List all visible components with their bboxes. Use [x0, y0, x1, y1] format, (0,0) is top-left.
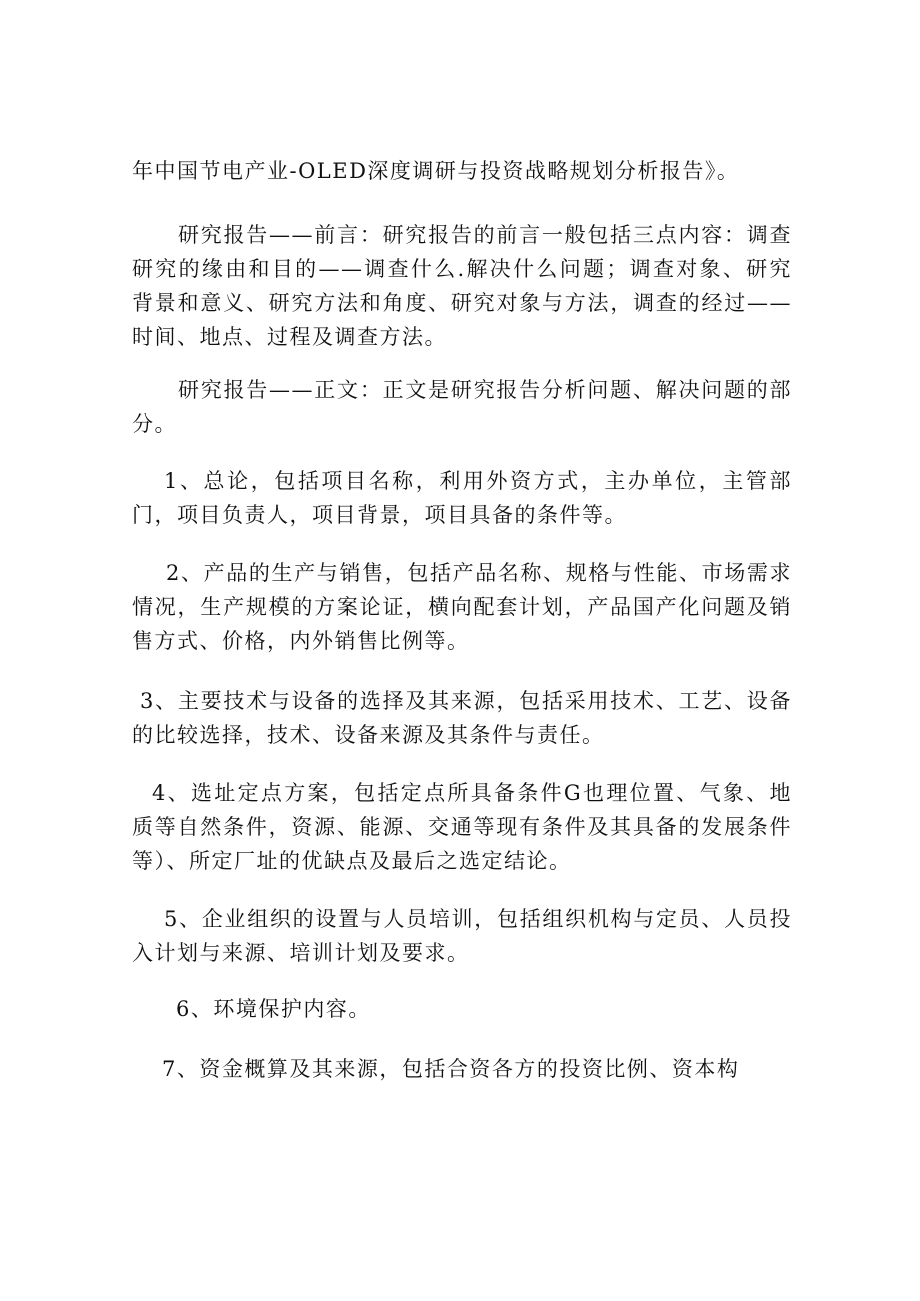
- paragraph-body-intro: 研究报告——正文：正文是研究报告分析问题、解决问题的部分。: [132, 378, 792, 436]
- paragraph-preface: 研究报告——前言：研究报告的前言一般包括三点内容：调查研究的缘由和目的——调查什么.解决什么问题；调查对象、研究背景和意义、研究方法和角度、研究对象与方法，调查的经过——时间、地点、过程及调查方法。: [132, 223, 792, 349]
- list-item-technology-equipment: 3、主要技术与设备的选择及其来源，包括采用技术、工艺、设备的比较选择，技术、设备来源及其条件与责任。: [132, 689, 792, 747]
- list-item-site-selection: 4、选址定点方案，包括定点所具备条件G也理位置、气象、地质等自然条件，资源、能源、交通等现有条件及其具备的发展条件等）、所定厂址的优缺点及最后之选定结论。: [132, 781, 792, 873]
- list-item-general: 1、总论，包括项目名称，利用外资方式，主办单位，主管部门，项目负责人，项目背景，项目具备的条件等。: [132, 469, 792, 527]
- paragraph-report-title-tail: 年中国节电产业-OLED深度调研与投资战略规划分析报告》。: [132, 159, 740, 183]
- list-item-capital-estimate: 7、资金概算及其来源，包括合资各方的投资比例、资本构: [162, 1057, 740, 1081]
- list-item-organization-training: 5、企业组织的设置与人员培训，包括组织机构与定员、人员投入计划与来源、培训计划及要求。: [132, 907, 792, 965]
- list-item-production-sales: 2、产品的生产与销售，包括产品名称、规格与性能、市场需求情况，生产规模的方案论证，横向配套计划，产品国产化问题及销售方式、价格，内外销售比例等。: [132, 561, 792, 653]
- list-item-environmental-protection: 6、环境保护内容。: [176, 997, 371, 1021]
